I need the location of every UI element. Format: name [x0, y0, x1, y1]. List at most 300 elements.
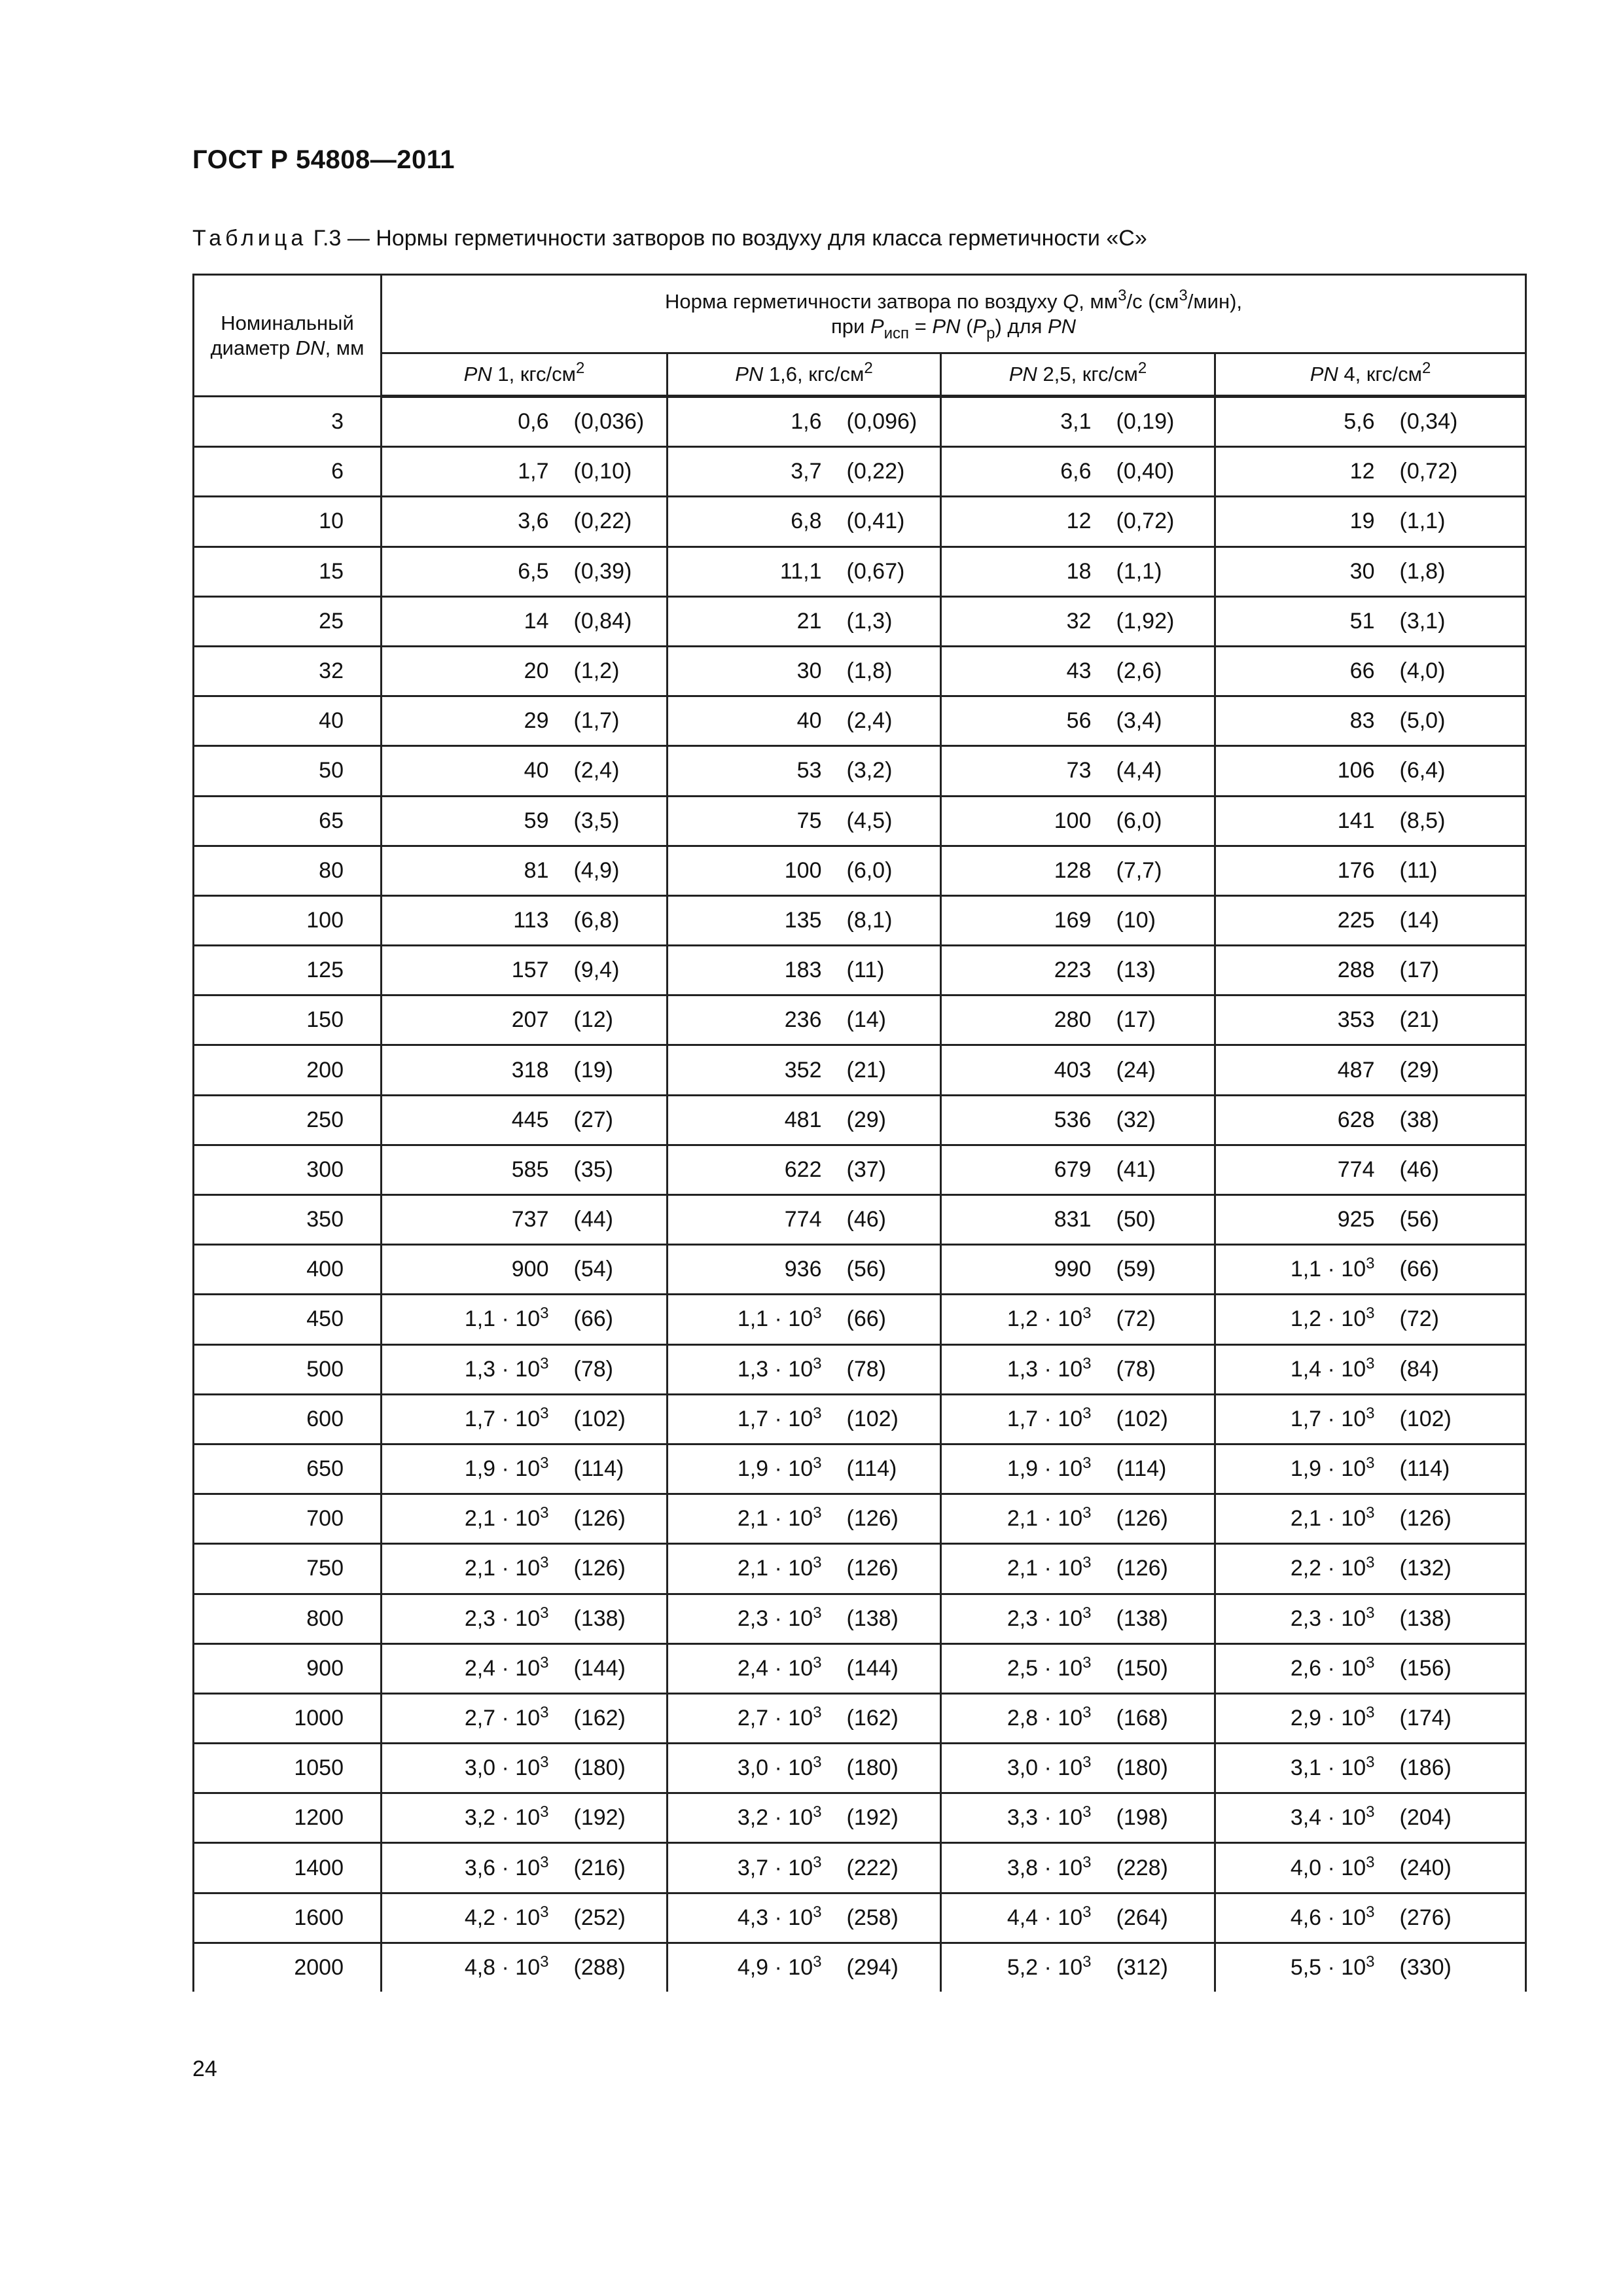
- value-exponent: 3: [540, 1952, 549, 1971]
- value-mantissa: 2,2 · 10: [1290, 1556, 1366, 1581]
- cell-leakage-mm3s: [1215, 1544, 1400, 1594]
- value-mantissa: 113: [513, 907, 549, 933]
- value-mantissa: 3,1 · 10: [1290, 1755, 1366, 1781]
- value-exponent: 3: [1366, 1653, 1375, 1672]
- value-mantissa: 6,6: [1060, 459, 1092, 484]
- value-exponent: 3: [813, 1554, 822, 1572]
- value-mantissa: 20: [524, 658, 549, 684]
- value-mantissa: 1,4 · 10: [1290, 1356, 1366, 1382]
- pn-var: PN: [1310, 363, 1338, 386]
- cell-leakage-mm3s: [1215, 1693, 1400, 1743]
- cell-leakage-cm3min: (102): [847, 1394, 941, 1444]
- norm-unit-a: , мм: [1079, 289, 1118, 313]
- cell-leakage-cm3min: (156): [1400, 1643, 1526, 1693]
- cell-leakage-mm3s: [1215, 1195, 1400, 1245]
- value-mantissa: 2,3 · 10: [464, 1605, 541, 1631]
- table-row: [194, 1145, 1526, 1194]
- cell-dn: 6: [194, 447, 382, 497]
- cell-leakage-cm3min: (11): [1400, 846, 1526, 895]
- value-exponent: 3: [1082, 1753, 1092, 1772]
- cell-leakage-mm3s: [382, 746, 574, 796]
- cell-leakage-cm3min: (66): [1400, 1245, 1526, 1295]
- norm-eq: =: [909, 314, 933, 338]
- cell-leakage-cm3min: (66): [847, 1295, 941, 1344]
- cell-dn: 1400: [194, 1843, 382, 1893]
- norm-open: (: [960, 314, 973, 338]
- value-mantissa: 1,1 · 10: [1290, 1257, 1366, 1282]
- value-mantissa: 2,1 · 10: [464, 1556, 541, 1581]
- cell-dn: 800: [194, 1594, 382, 1643]
- cell-leakage-cm3min: (4,0): [1400, 646, 1526, 696]
- cell-dn: 1200: [194, 1793, 382, 1843]
- cell-leakage-mm3s: [382, 1245, 574, 1295]
- value-exponent: 3: [1082, 1404, 1092, 1422]
- table-row: [194, 1544, 1526, 1594]
- cell-leakage-mm3s: [941, 1295, 1116, 1344]
- value-mantissa: 1,2 · 10: [1290, 1306, 1366, 1332]
- cell-dn: 250: [194, 1095, 382, 1145]
- value-mantissa: 157: [511, 958, 549, 983]
- cell-leakage-cm3min: (0,40): [1116, 447, 1215, 497]
- cell-leakage-mm3s: [382, 1643, 574, 1693]
- value-mantissa: 12: [1066, 509, 1092, 534]
- cell-leakage-mm3s: [1215, 846, 1400, 895]
- value-exponent: 3: [813, 1354, 822, 1372]
- cell-leakage-mm3s: [668, 746, 847, 796]
- cell-leakage-cm3min: (0,39): [574, 547, 668, 596]
- cell-leakage-mm3s: [1215, 1843, 1400, 1893]
- cell-leakage-mm3s: [941, 1643, 1116, 1693]
- norm-pn-var: PN: [932, 314, 961, 338]
- value-mantissa: 6,8: [791, 509, 822, 534]
- cell-leakage-mm3s: [668, 1544, 847, 1594]
- value-mantissa: 5,6: [1344, 409, 1375, 435]
- document-header: ГОСТ Р 54808—2011: [192, 145, 455, 174]
- cell-leakage-cm3min: (132): [1400, 1544, 1526, 1594]
- value-mantissa: 2,7 · 10: [737, 1705, 813, 1731]
- cell-leakage-cm3min: (37): [847, 1145, 941, 1194]
- value-exponent: 3: [1366, 1255, 1375, 1273]
- cell-leakage-cm3min: (138): [1116, 1594, 1215, 1643]
- cell-leakage-mm3s: [1215, 1145, 1400, 1194]
- header-dn-unit: , мм: [325, 336, 365, 359]
- value-mantissa: 81: [524, 857, 549, 883]
- cell-leakage-cm3min: (3,5): [574, 796, 668, 846]
- value-mantissa: 900: [511, 1257, 549, 1282]
- pn-unit-exp: 2: [1137, 359, 1147, 377]
- cell-leakage-cm3min: (0,72): [1400, 447, 1526, 497]
- norm-line1-text: Норма герметичности затвора по воздуху: [665, 289, 1058, 313]
- value-mantissa: 3,7 · 10: [737, 1855, 813, 1880]
- header-dn-line2-pre: диаметр: [210, 336, 291, 359]
- cell-leakage-mm3s: [1215, 1943, 1400, 1992]
- pn-var: PN: [735, 363, 764, 386]
- value-mantissa: 100: [784, 857, 822, 883]
- cell-dn: 125: [194, 946, 382, 996]
- header-leakage-norm: [382, 275, 1526, 353]
- value-mantissa: 737: [511, 1207, 549, 1232]
- cell-leakage-cm3min: (216): [574, 1843, 668, 1893]
- cell-leakage-mm3s: [1215, 447, 1400, 497]
- value-mantissa: 40: [796, 708, 822, 734]
- cell-leakage-mm3s: [1215, 646, 1400, 696]
- norm-q-var: Q: [1063, 289, 1079, 313]
- cell-leakage-mm3s: [668, 596, 847, 646]
- value-mantissa: 481: [784, 1107, 822, 1132]
- table-row: [194, 1095, 1526, 1145]
- value-mantissa: 30: [1349, 558, 1375, 584]
- cell-leakage-mm3s: [1215, 1394, 1400, 1444]
- cell-leakage-cm3min: (17): [1116, 996, 1215, 1045]
- norm-pn2-var: PN: [1047, 314, 1077, 338]
- value-mantissa: 5,5 · 10: [1290, 1954, 1366, 1980]
- cell-leakage-mm3s: [668, 1943, 847, 1992]
- cell-leakage-cm3min: (0,036): [574, 397, 668, 447]
- cell-leakage-cm3min: (1,3): [847, 596, 941, 646]
- cell-dn: 300: [194, 1145, 382, 1194]
- header-dn-var: DN: [295, 336, 325, 359]
- cell-leakage-mm3s: [941, 1394, 1116, 1444]
- norm-exp-a: 3: [1118, 286, 1127, 304]
- header-pn-column: [668, 353, 941, 397]
- value-exponent: 3: [540, 1304, 549, 1323]
- cell-leakage-cm3min: (10): [1116, 895, 1215, 945]
- cell-leakage-cm3min: (144): [847, 1643, 941, 1693]
- value-mantissa: 1,3 · 10: [464, 1356, 541, 1382]
- value-exponent: 3: [540, 1653, 549, 1672]
- cell-leakage-cm3min: (54): [574, 1245, 668, 1295]
- cell-dn: 1000: [194, 1693, 382, 1743]
- value-mantissa: 536: [1054, 1107, 1092, 1132]
- value-mantissa: 29: [524, 708, 549, 734]
- value-exponent: 3: [813, 1504, 822, 1522]
- cell-leakage-cm3min: (126): [574, 1544, 668, 1594]
- cell-leakage-mm3s: [1215, 1793, 1400, 1843]
- cell-leakage-mm3s: [1215, 1045, 1400, 1095]
- cell-dn: 900: [194, 1643, 382, 1693]
- value-mantissa: 225: [1337, 907, 1375, 933]
- cell-leakage-mm3s: [941, 1744, 1116, 1793]
- cell-dn: 80: [194, 846, 382, 895]
- cell-leakage-cm3min: (2,4): [847, 696, 941, 746]
- cell-leakage-cm3min: (66): [574, 1295, 668, 1344]
- pn-unit-exp: 2: [575, 359, 585, 377]
- cell-leakage-cm3min: (12): [574, 996, 668, 1045]
- cell-leakage-mm3s: [668, 1893, 847, 1943]
- cell-leakage-mm3s: [382, 1295, 574, 1344]
- cell-leakage-cm3min: (138): [574, 1594, 668, 1643]
- table-row: [194, 1793, 1526, 1843]
- value-mantissa: 21: [796, 608, 822, 634]
- value-mantissa: 3,6 · 10: [464, 1855, 541, 1880]
- value-mantissa: 1,1 · 10: [464, 1306, 541, 1332]
- value-exponent: 3: [1082, 1653, 1092, 1672]
- cell-leakage-cm3min: (14): [847, 996, 941, 1045]
- cell-leakage-mm3s: [941, 1444, 1116, 1494]
- cell-leakage-cm3min: (276): [1400, 1893, 1526, 1943]
- value-exponent: 3: [813, 1703, 822, 1721]
- cell-leakage-mm3s: [1215, 1095, 1400, 1145]
- value-exponent: 3: [540, 1354, 549, 1372]
- cell-leakage-mm3s: [382, 1744, 574, 1793]
- value-mantissa: 4,6 · 10: [1290, 1905, 1366, 1930]
- value-mantissa: 2,1 · 10: [1007, 1556, 1083, 1581]
- value-mantissa: 1,7: [518, 459, 549, 484]
- value-mantissa: 73: [1066, 758, 1092, 783]
- value-exponent: 3: [1082, 1304, 1092, 1323]
- cell-leakage-mm3s: [668, 1594, 847, 1643]
- cell-leakage-mm3s: [1215, 1494, 1400, 1544]
- cell-leakage-mm3s: [382, 895, 574, 945]
- cell-leakage-mm3s: [941, 1843, 1116, 1893]
- table-caption: [192, 226, 1147, 251]
- value-exponent: 3: [540, 1604, 549, 1622]
- pn-value: 1,6, кгс/см: [763, 363, 865, 386]
- cell-leakage-cm3min: (192): [574, 1793, 668, 1843]
- norm-p-sub: исп: [883, 324, 910, 342]
- value-mantissa: 1,7 · 10: [737, 1406, 813, 1431]
- cell-dn: 3: [194, 397, 382, 447]
- cell-leakage-cm3min: (35): [574, 1145, 668, 1194]
- value-mantissa: 6,5: [518, 558, 549, 584]
- cell-leakage-mm3s: [1215, 696, 1400, 746]
- value-mantissa: 2,1 · 10: [737, 1556, 813, 1581]
- cell-leakage-mm3s: [382, 1394, 574, 1444]
- value-mantissa: 176: [1337, 857, 1375, 883]
- cell-leakage-cm3min: (3,4): [1116, 696, 1215, 746]
- value-mantissa: 2,1 · 10: [737, 1506, 813, 1532]
- cell-leakage-mm3s: [382, 547, 574, 596]
- cell-dn: 650: [194, 1444, 382, 1494]
- value-mantissa: 53: [796, 758, 822, 783]
- cell-leakage-mm3s: [668, 646, 847, 696]
- cell-leakage-cm3min: (138): [1400, 1594, 1526, 1643]
- value-mantissa: 403: [1054, 1057, 1092, 1083]
- cell-leakage-cm3min: (6,4): [1400, 746, 1526, 796]
- cell-dn: 50: [194, 746, 382, 796]
- value-mantissa: 56: [1066, 708, 1092, 734]
- cell-leakage-mm3s: [668, 696, 847, 746]
- cell-leakage-cm3min: (186): [1400, 1744, 1526, 1793]
- value-mantissa: 445: [511, 1107, 549, 1132]
- cell-leakage-cm3min: (56): [847, 1245, 941, 1295]
- pn-unit-exp: 2: [864, 359, 873, 377]
- cell-leakage-cm3min: (78): [847, 1344, 941, 1394]
- value-mantissa: 32: [1066, 608, 1092, 634]
- value-mantissa: 2,8 · 10: [1007, 1705, 1083, 1731]
- cell-leakage-cm3min: (7,7): [1116, 846, 1215, 895]
- value-exponent: 3: [813, 1653, 822, 1672]
- value-mantissa: 2,1 · 10: [464, 1506, 541, 1532]
- cell-leakage-mm3s: [382, 846, 574, 895]
- header-dn-line1: Номинальный: [221, 311, 354, 334]
- value-mantissa: 2,4 · 10: [464, 1655, 541, 1681]
- cell-leakage-mm3s: [382, 1544, 574, 1594]
- value-mantissa: 2,7 · 10: [464, 1705, 541, 1731]
- cell-leakage-cm3min: (6,0): [1116, 796, 1215, 846]
- value-mantissa: 2,5 · 10: [1007, 1655, 1083, 1681]
- cell-leakage-mm3s: [1215, 996, 1400, 1045]
- table-row: [194, 1245, 1526, 1295]
- cell-leakage-cm3min: (294): [847, 1943, 941, 1992]
- cell-leakage-mm3s: [668, 497, 847, 547]
- table-row: [194, 696, 1526, 746]
- cell-leakage-cm3min: (56): [1400, 1195, 1526, 1245]
- value-mantissa: 628: [1337, 1107, 1375, 1132]
- cell-leakage-mm3s: [941, 497, 1116, 547]
- header-pn-column: [941, 353, 1215, 397]
- value-mantissa: 2,1 · 10: [1290, 1506, 1366, 1532]
- value-mantissa: 1,9 · 10: [464, 1456, 541, 1482]
- cell-leakage-cm3min: (1,1): [1116, 547, 1215, 596]
- cell-leakage-cm3min: (6,0): [847, 846, 941, 895]
- cell-leakage-cm3min: (5,0): [1400, 696, 1526, 746]
- table-row: [194, 1843, 1526, 1893]
- cell-leakage-mm3s: [941, 1344, 1116, 1394]
- cell-leakage-mm3s: [941, 1893, 1116, 1943]
- table-row: [194, 1394, 1526, 1444]
- cell-leakage-cm3min: (1,7): [574, 696, 668, 746]
- cell-leakage-cm3min: (126): [847, 1494, 941, 1544]
- value-mantissa: 3,4 · 10: [1290, 1805, 1366, 1831]
- cell-leakage-cm3min: (78): [574, 1344, 668, 1394]
- value-mantissa: 14: [524, 608, 549, 634]
- cell-leakage-cm3min: (4,5): [847, 796, 941, 846]
- cell-leakage-cm3min: (204): [1400, 1793, 1526, 1843]
- cell-leakage-mm3s: [382, 1594, 574, 1643]
- cell-leakage-cm3min: (1,2): [574, 646, 668, 696]
- value-mantissa: 3,3 · 10: [1007, 1805, 1083, 1831]
- value-mantissa: 3,2 · 10: [464, 1805, 541, 1831]
- cell-leakage-mm3s: [382, 946, 574, 996]
- cell-leakage-cm3min: (14): [1400, 895, 1526, 945]
- cell-leakage-mm3s: [382, 1943, 574, 1992]
- value-mantissa: 1,7 · 10: [1007, 1406, 1083, 1431]
- norm-exp-b: 3: [1179, 286, 1188, 304]
- value-mantissa: 622: [784, 1157, 822, 1182]
- norm-pp-sub: р: [986, 324, 995, 342]
- value-exponent: 3: [1366, 1952, 1375, 1971]
- cell-leakage-cm3min: (312): [1116, 1943, 1215, 1992]
- cell-dn: 65: [194, 796, 382, 846]
- value-exponent: 3: [813, 1803, 822, 1821]
- cell-leakage-cm3min: (8,1): [847, 895, 941, 945]
- table-row: [194, 1594, 1526, 1643]
- cell-leakage-cm3min: (126): [847, 1544, 941, 1594]
- cell-leakage-cm3min: (0,67): [847, 547, 941, 596]
- cell-leakage-cm3min: (0,22): [574, 497, 668, 547]
- cell-leakage-mm3s: [941, 895, 1116, 945]
- cell-leakage-cm3min: (0,19): [1116, 397, 1215, 447]
- value-exponent: 3: [813, 1903, 822, 1921]
- value-exponent: 3: [1366, 1404, 1375, 1422]
- table-row: [194, 1195, 1526, 1245]
- value-mantissa: 679: [1054, 1157, 1092, 1182]
- table-row: [194, 447, 1526, 497]
- table-row: [194, 1893, 1526, 1943]
- cell-leakage-mm3s: [1215, 1295, 1400, 1344]
- cell-leakage-cm3min: (11): [847, 946, 941, 996]
- table-row: [194, 1494, 1526, 1544]
- cell-leakage-cm3min: (17): [1400, 946, 1526, 996]
- cell-leakage-mm3s: [382, 1195, 574, 1245]
- value-mantissa: 106: [1337, 758, 1375, 783]
- value-mantissa: 2,6 · 10: [1290, 1655, 1366, 1681]
- value-mantissa: 3,6: [518, 509, 549, 534]
- value-mantissa: 2,3 · 10: [1007, 1605, 1083, 1631]
- cell-leakage-cm3min: (0,10): [574, 447, 668, 497]
- value-mantissa: 353: [1337, 1007, 1375, 1033]
- value-exponent: 3: [1082, 1454, 1092, 1473]
- cell-leakage-mm3s: [382, 796, 574, 846]
- value-mantissa: 59: [524, 808, 549, 833]
- cell-leakage-mm3s: [941, 1793, 1116, 1843]
- cell-leakage-cm3min: (32): [1116, 1095, 1215, 1145]
- cell-leakage-mm3s: [1215, 946, 1400, 996]
- cell-leakage-mm3s: [668, 1843, 847, 1893]
- cell-leakage-cm3min: (8,5): [1400, 796, 1526, 846]
- cell-leakage-cm3min: (126): [1116, 1544, 1215, 1594]
- cell-leakage-mm3s: [941, 846, 1116, 895]
- cell-leakage-mm3s: [941, 1045, 1116, 1095]
- value-mantissa: 236: [784, 1007, 822, 1033]
- table-row: [194, 1444, 1526, 1494]
- page-number: 24: [192, 2056, 217, 2081]
- cell-leakage-cm3min: (13): [1116, 946, 1215, 996]
- cell-leakage-cm3min: (114): [1116, 1444, 1215, 1494]
- cell-leakage-cm3min: (162): [847, 1693, 941, 1743]
- cell-leakage-mm3s: [941, 696, 1116, 746]
- cell-leakage-mm3s: [668, 1295, 847, 1344]
- cell-leakage-mm3s: [941, 596, 1116, 646]
- cell-dn: 200: [194, 1045, 382, 1095]
- value-mantissa: 135: [784, 907, 822, 933]
- value-mantissa: 2,4 · 10: [737, 1655, 813, 1681]
- table-row: [194, 846, 1526, 895]
- value-exponent: 3: [1082, 1952, 1092, 1971]
- cell-leakage-cm3min: (252): [574, 1893, 668, 1943]
- cell-leakage-cm3min: (240): [1400, 1843, 1526, 1893]
- value-mantissa: 1,6: [791, 409, 822, 435]
- value-mantissa: 3,0 · 10: [1007, 1755, 1083, 1781]
- cell-leakage-mm3s: [941, 1594, 1116, 1643]
- cell-leakage-cm3min: (21): [847, 1045, 941, 1095]
- cell-leakage-mm3s: [382, 1095, 574, 1145]
- cell-leakage-cm3min: (46): [847, 1195, 941, 1245]
- cell-leakage-cm3min: (114): [847, 1444, 941, 1494]
- cell-leakage-mm3s: [941, 1494, 1116, 1544]
- value-exponent: 3: [813, 1604, 822, 1622]
- cell-leakage-cm3min: (102): [574, 1394, 668, 1444]
- value-mantissa: 3,8 · 10: [1007, 1855, 1083, 1880]
- value-exponent: 3: [1082, 1903, 1092, 1921]
- value-mantissa: 2,9 · 10: [1290, 1705, 1366, 1731]
- value-mantissa: 4,3 · 10: [737, 1905, 813, 1930]
- cell-leakage-cm3min: (72): [1116, 1295, 1215, 1344]
- value-mantissa: 318: [511, 1057, 549, 1083]
- cell-leakage-mm3s: [1215, 746, 1400, 796]
- cell-leakage-cm3min: (264): [1116, 1893, 1215, 1943]
- cell-leakage-cm3min: (288): [574, 1943, 668, 1992]
- cell-leakage-cm3min: (0,34): [1400, 397, 1526, 447]
- cell-leakage-mm3s: [941, 1145, 1116, 1194]
- cell-leakage-mm3s: [1215, 596, 1400, 646]
- value-exponent: 3: [813, 1454, 822, 1473]
- value-exponent: 3: [540, 1404, 549, 1422]
- value-mantissa: 2,3 · 10: [737, 1605, 813, 1631]
- norm-unit-b: /с (см: [1126, 289, 1179, 313]
- cell-leakage-cm3min: (192): [847, 1793, 941, 1843]
